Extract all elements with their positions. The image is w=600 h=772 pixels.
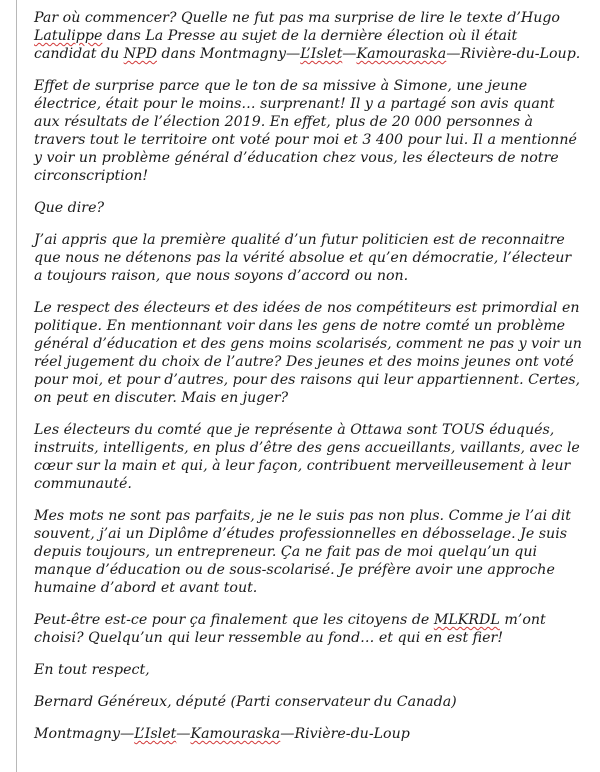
paragraph: Que dire? — [34, 200, 105, 216]
paragraph: Peut-être est-ce pour ça finalement que les citoyens de MLKRDL m’ont choisi? Quelqu’un qui leur ressemble au fond… et qui en est fier! — [34, 612, 546, 646]
misspelled-word: Latulippe — [34, 28, 103, 44]
misspelled-word: MLKRDL — [433, 612, 500, 628]
paragraph: Bernard Généreux, député (Parti conservateur du Canada) — [34, 694, 457, 710]
paragraph: J’ai appris que la première qualité d’un futur politicien est de reconnaitre que nous ne détenons pas la vérité absolue et qu’en démocratie, l’électeur a toujours raison, que nous soyons d’accord ou non. — [34, 232, 572, 284]
paragraph: Le respect des électeurs et des idées de nos compétiteurs est primordial en politique. En mentionnant voir dans les gens de notre comté un problème général d’éducation et des gens moins scolarisés, comment ne pas y voir un réel jugement du choix de l’autre? Des jeunes et des moins jeunes ont voté pour moi, et pour d’autres, pour des raisons qui leur appartiennent. Certes, on peut en discuter. Mais en juger? — [34, 300, 582, 406]
misspelled-word: Kamouraska — [190, 726, 281, 742]
paragraph: Montmagny—L’Islet—Kamouraska—Rivière-du-Loup — [34, 726, 410, 742]
misspelled-word: L’Islet — [300, 46, 343, 62]
paragraph: Par où commencer? Quelle ne fut pas ma surprise de lire le texte d’Hugo Latulippe dans La Presse au sujet de la dernière élection où il était candidat du NPD dans Montmagny—L’Islet—Kamouraska—Rivière-du-Loup. — [34, 10, 581, 62]
misspelled-word: NPD — [123, 46, 157, 62]
paragraph: En tout respect, — [34, 662, 150, 678]
misspelled-word: L’Islet — [134, 726, 177, 742]
misspelled-word: Kamouraska — [356, 46, 447, 62]
paragraph: Les électeurs du comté que je représente à Ottawa sont TOUS éduqués, instruits, intelligents, en plus d’être des gens accueillants, vaillants, avec le cœur sur la main et qui, à leur façon, contribuent merveilleusement à leur communauté. — [34, 422, 580, 492]
document-body — [34, 9, 582, 757]
paragraph: Mes mots ne sont pas parfaits, je ne le suis pas non plus. Comme je l’ai dit souvent, j’ai un Diplôme d’études professionnelles en débosselage. Je suis depuis toujours, un entrepreneur. Ça ne fait pas de moi quelqu’un qui manque d’éducation ou de sous-scolarisé. Je préfère avoir une approche humaine d’abord et avant tout. — [34, 508, 571, 596]
paragraph: Effet de surprise parce que le ton de sa missive à Simone, une jeune électrice, était pour le moins… surprenant! Il y a partagé son avis quant aux résultats de l’élection 2019. En effet, plus de 20 000 personnes à travers tout le territoire ont voté pour moi et 3 400 pour lui. Il a mentionné y voir un problème général d’éducation chez vous, les électeurs de notre circonscription! — [34, 78, 577, 184]
